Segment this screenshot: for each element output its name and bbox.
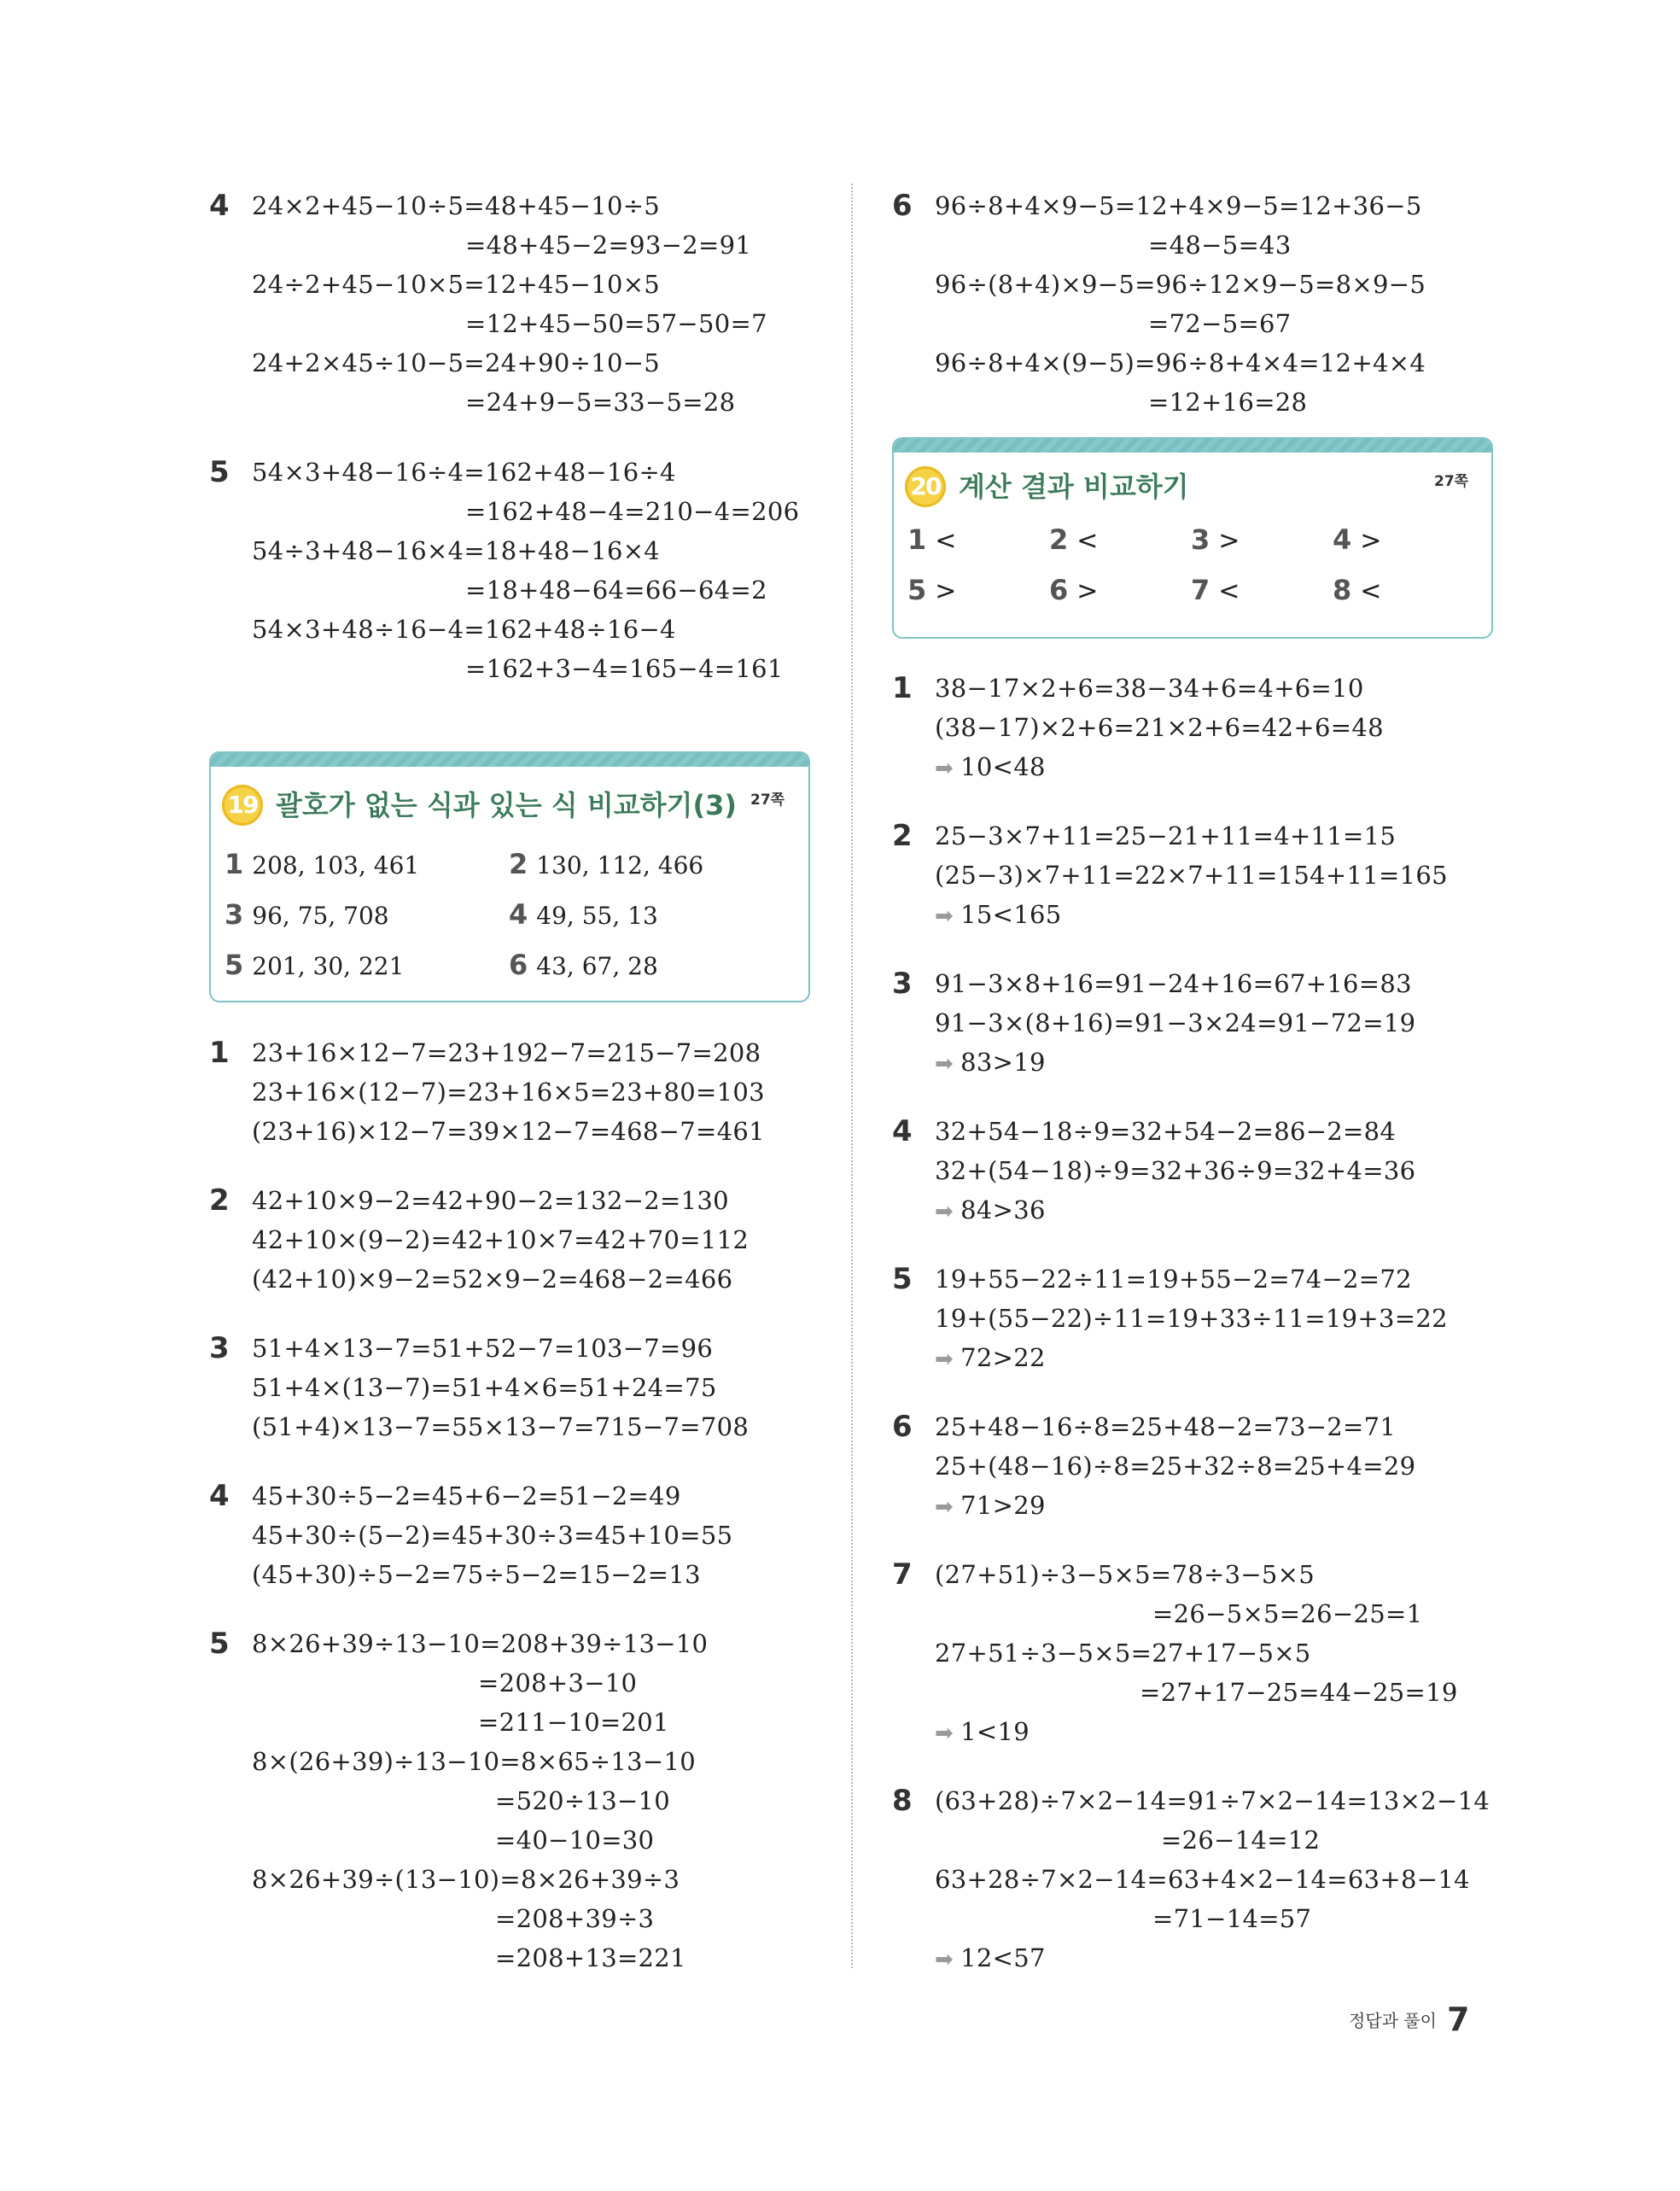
arrow-icon: ➡ <box>935 1721 954 1746</box>
answer-number: 1 <box>907 523 927 556</box>
answer-number: 6 <box>1049 574 1069 606</box>
comparison-result: ➡ 15<165 <box>935 895 1061 936</box>
equation-line: (51+4)×13−7=55×13−7=715−7=708 <box>252 1412 750 1441</box>
problem-number: 5 <box>892 1262 913 1296</box>
arrow-icon: ➡ <box>935 903 954 929</box>
problem-number: 7 <box>892 1557 913 1592</box>
comparison-result: ➡ 84>36 <box>935 1190 1046 1231</box>
answer-value: > <box>1076 576 1099 606</box>
section-title: 괄호가 없는 식과 있는 식 비교하기(3) <box>276 789 737 821</box>
problem-number: 3 <box>892 967 913 1001</box>
equation-line: 54×3+48−16÷4=162+48−16÷4 <box>252 458 676 487</box>
equation-line: 63+28÷7×2−14=63+4×2−14=63+8−14 <box>935 1865 1470 1894</box>
answer-item-5 <box>907 573 956 609</box>
answer-value: 96, 75, 708 <box>252 902 389 930</box>
answer-number: 8 <box>1333 574 1352 606</box>
answer-number: 2 <box>509 848 528 880</box>
answer-number: 3 <box>225 898 244 931</box>
problem-number: 2 <box>892 819 913 853</box>
equation-line: 32+(54−18)÷9=32+36÷9=32+4=36 <box>935 1156 1416 1185</box>
equation-line: 45+30÷(5−2)=45+30÷3=45+10=55 <box>252 1521 733 1550</box>
answer-number: 4 <box>509 898 528 931</box>
page-footer <box>1349 2001 1469 2038</box>
equation-line: (25−3)×7+11=22×7+11=154+11=165 <box>935 861 1448 890</box>
equation-line: 45+30÷5−2=45+6−2=51−2=49 <box>252 1481 681 1510</box>
equation-line: =208+39÷3 <box>495 1904 655 1933</box>
answer-number: 4 <box>1333 523 1352 556</box>
answer-value: < <box>1218 576 1240 606</box>
problem-number: 4 <box>209 1479 230 1513</box>
equation-line: =12+45−50=57−50=7 <box>465 309 767 338</box>
section-number-badge: 20 <box>905 466 946 507</box>
arrow-icon: ➡ <box>935 1347 954 1372</box>
answer-item-1 <box>225 847 419 883</box>
answer-number: 1 <box>225 848 244 880</box>
comparison-result: ➡ 10<48 <box>935 747 1046 788</box>
equation-line: 51+4×13−7=51+52−7=103−7=96 <box>252 1334 714 1363</box>
equation-line: 42+10×9−2=42+90−2=132−2=130 <box>252 1186 729 1215</box>
equation-line: 8×26+39÷13−10=208+39÷13−10 <box>252 1629 709 1658</box>
equation-line: 25+(48−16)÷8=25+32÷8=25+4=29 <box>935 1452 1416 1481</box>
problem-number: 2 <box>209 1183 230 1218</box>
answer-value: 49, 55, 13 <box>536 902 658 930</box>
problem-number: 1 <box>892 671 913 705</box>
arrow-icon: ➡ <box>935 1494 954 1520</box>
equation-line: 54÷3+48−16×4=18+48−16×4 <box>252 536 661 565</box>
answer-number: 6 <box>509 949 528 981</box>
box-stripe <box>894 439 1491 453</box>
answer-value: > <box>935 576 957 606</box>
page-number: 7 <box>1446 2001 1470 2038</box>
arrow-icon: ➡ <box>935 1051 954 1077</box>
section-20-box <box>892 437 1493 639</box>
equation-line: 8×(26+39)÷13−10=8×65÷13−10 <box>252 1747 697 1776</box>
answer-number: 2 <box>1049 523 1069 556</box>
answer-value: < <box>935 526 957 556</box>
equation-line: (38−17)×2+6=21×2+6=42+6=48 <box>935 713 1384 742</box>
answer-item-4 <box>509 897 658 933</box>
equation-line: 23+16×12−7=23+192−7=215−7=208 <box>252 1038 761 1067</box>
equation-line: =72−5=67 <box>1148 309 1292 338</box>
equation-line: =162+3−4=165−4=161 <box>465 654 784 683</box>
equation-line: 96÷(8+4)×9−5=96÷12×9−5=8×9−5 <box>935 270 1426 299</box>
comparison-result: ➡ 1<19 <box>935 1712 1030 1753</box>
equation-line: 51+4×(13−7)=51+4×6=51+24=75 <box>252 1373 717 1402</box>
equation-line: 38−17×2+6=38−34+6=4+6=10 <box>935 674 1364 703</box>
problem-number: 1 <box>209 1036 230 1070</box>
answer-value: < <box>1076 526 1099 556</box>
section-title: 계산 결과 비교하기 <box>959 470 1189 503</box>
equation-line: 96÷8+4×(9−5)=96÷8+4×4=12+4×4 <box>935 348 1426 377</box>
equation-line: (45+30)÷5−2=75÷5−2=15−2=13 <box>252 1560 701 1589</box>
equation-line: 19+(55−22)÷11=19+33÷11=19+3=22 <box>935 1304 1448 1333</box>
problem-number: 8 <box>892 1784 913 1818</box>
answer-value: 201, 30, 221 <box>252 952 405 980</box>
answer-number: 3 <box>1191 523 1210 556</box>
answer-number: 5 <box>225 949 244 981</box>
equation-line: 96÷8+4×9−5=12+4×9−5=12+36−5 <box>935 191 1422 220</box>
equation-line: 24×2+45−10÷5=48+45−10÷5 <box>252 191 661 220</box>
page-reference: 27쪽 <box>1434 473 1469 490</box>
equation-line: =208+3−10 <box>478 1668 638 1697</box>
equation-line: =520÷13−10 <box>495 1786 671 1815</box>
answer-item-6 <box>509 948 658 984</box>
box-stripe <box>211 753 808 767</box>
answer-item-5 <box>225 948 404 984</box>
equation-line: (63+28)÷7×2−14=91÷7×2−14=13×2−14 <box>935 1786 1490 1815</box>
section-19-box <box>209 751 810 1002</box>
problem-number: 4 <box>209 189 230 223</box>
answer-value: > <box>1218 526 1240 556</box>
comparison-result: ➡ 83>19 <box>935 1043 1046 1084</box>
equation-line: =24+9−5=33−5=28 <box>465 388 736 417</box>
answer-item-7 <box>1191 573 1240 609</box>
equation-line: =26−14=12 <box>1161 1826 1321 1855</box>
answer-item-3 <box>225 897 389 933</box>
section-number-badge: 19 <box>222 785 263 826</box>
answer-number: 7 <box>1191 574 1210 606</box>
equation-line: =18+48−64=66−64=2 <box>465 576 767 605</box>
problem-number: 6 <box>892 1410 913 1444</box>
equation-line: 32+54−18÷9=32+54−2=86−2=84 <box>935 1117 1397 1146</box>
answer-value: 130, 112, 466 <box>536 851 704 879</box>
equation-line: 25−3×7+11=25−21+11=4+11=15 <box>935 821 1397 850</box>
equation-line: =27+17−25=44−25=19 <box>1140 1678 1458 1707</box>
equation-line: =48+45−2=93−2=91 <box>465 231 752 260</box>
problem-number: 4 <box>892 1114 913 1148</box>
problem-number: 6 <box>892 189 913 223</box>
footer-label: 정답과 풀이 <box>1349 2010 1437 2031</box>
equation-line: (27+51)÷3−5×5=78÷3−5×5 <box>935 1560 1315 1589</box>
equation-line: 23+16×(12−7)=23+16×5=23+80=103 <box>252 1078 765 1107</box>
comparison-result: ➡ 71>29 <box>935 1486 1046 1527</box>
equation-line: 8×26+39÷(13−10)=8×26+39÷3 <box>252 1865 680 1894</box>
arrow-icon: ➡ <box>935 1947 954 1972</box>
arrow-icon: ➡ <box>935 1199 954 1224</box>
answer-value: > <box>1360 526 1382 556</box>
equation-line: 24+2×45÷10−5=24+90÷10−5 <box>252 348 661 377</box>
answer-item-1 <box>907 523 956 558</box>
comparison-result: ➡ 12<57 <box>935 1938 1046 1979</box>
column-divider <box>851 184 853 1968</box>
equation-line: =26−5×5=26−25=1 <box>1152 1599 1423 1628</box>
equation-line: =48−5=43 <box>1148 231 1292 260</box>
equation-line: (42+10)×9−2=52×9−2=468−2=466 <box>252 1265 733 1294</box>
problem-number: 5 <box>209 455 230 489</box>
equation-line: 27+51÷3−5×5=27+17−5×5 <box>935 1639 1311 1668</box>
answer-item-3 <box>1191 523 1240 558</box>
answer-value: 208, 103, 461 <box>252 851 420 879</box>
answer-item-2 <box>1049 523 1098 558</box>
equation-line: 25+48−16÷8=25+48−2=73−2=71 <box>935 1412 1397 1441</box>
equation-line: 91−3×(8+16)=91−3×24=91−72=19 <box>935 1008 1416 1037</box>
comparison-result: ➡ 72>22 <box>935 1338 1046 1379</box>
page-reference: 27쪽 <box>750 792 785 809</box>
answer-item-6 <box>1049 573 1098 609</box>
equation-line: =40−10=30 <box>495 1826 655 1855</box>
equation-line: (23+16)×12−7=39×12−7=468−7=461 <box>252 1117 765 1146</box>
equation-line: =211−10=201 <box>478 1708 669 1737</box>
equation-line: =162+48−4=210−4=206 <box>465 497 800 526</box>
answer-value: 43, 67, 28 <box>536 952 658 980</box>
equation-line: 54×3+48÷16−4=162+48÷16−4 <box>252 615 676 644</box>
equation-line: =12+16=28 <box>1148 388 1308 417</box>
equation-line: 91−3×8+16=91−24+16=67+16=83 <box>935 969 1412 998</box>
problem-number: 5 <box>209 1627 230 1661</box>
arrow-icon: ➡ <box>935 756 954 781</box>
answer-value: < <box>1360 576 1382 606</box>
answer-item-2 <box>509 847 703 883</box>
answer-item-8 <box>1333 573 1381 609</box>
equation-line: 19+55−22÷11=19+55−2=74−2=72 <box>935 1265 1412 1294</box>
answer-number: 5 <box>907 574 927 606</box>
problem-number: 3 <box>209 1331 230 1365</box>
answer-item-4 <box>1333 523 1381 558</box>
equation-line: 24÷2+45−10×5=12+45−10×5 <box>252 270 661 299</box>
equation-line: =208+13=221 <box>495 1943 686 1972</box>
equation-line: =71−14=57 <box>1152 1904 1312 1933</box>
equation-line: 42+10×(9−2)=42+10×7=42+70=112 <box>252 1225 750 1254</box>
